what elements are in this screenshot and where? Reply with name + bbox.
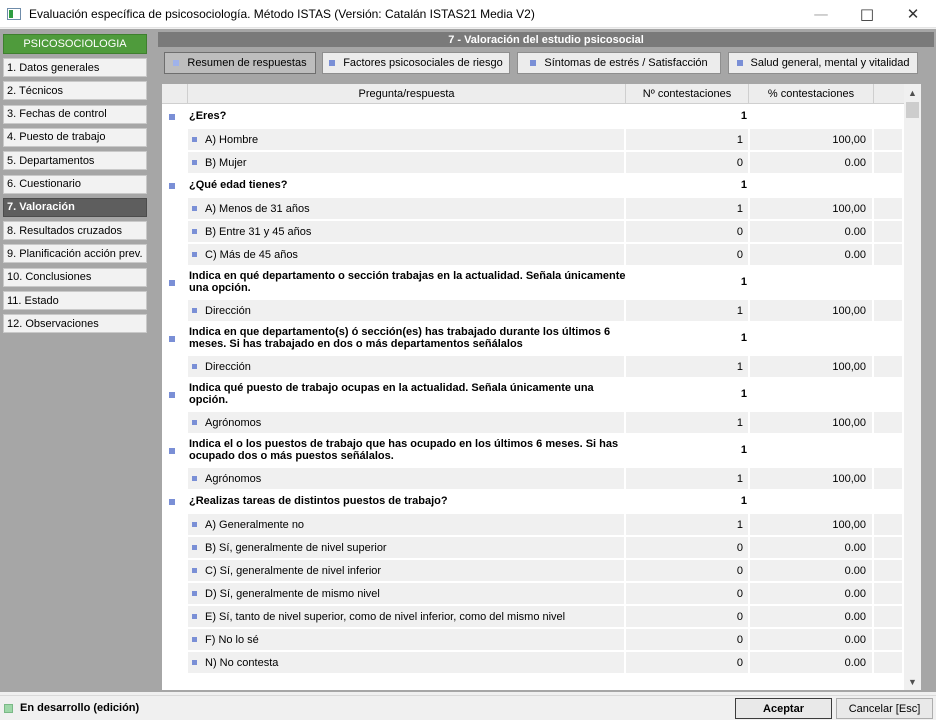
answer-extra-cell [874,537,902,558]
answer-marker-icon [192,637,197,642]
column-header-percent[interactable]: % contestaciones [749,84,874,104]
answer-cell [188,468,624,489]
answer-percent: 0.00 [750,560,872,581]
answer-text: F) No lo sé [205,633,259,646]
answer-percent: 0.00 [750,537,872,558]
answer-extra-cell [874,412,902,433]
answer-marker-icon [192,420,197,425]
answer-count: 1 [626,514,748,535]
question-row[interactable] [162,105,904,128]
answer-marker-icon [192,364,197,369]
answer-count: 0 [626,537,748,558]
sidebar-item[interactable]: 2. Técnicos [3,81,147,100]
answer-percent: 0.00 [750,244,872,265]
question-text: Indica en que departamento(s) ó sección(es) has trabajado durante los últimos 6 meses. Si has trabajado en dos o más departamentos señálalos [189,326,611,350]
column-header-question[interactable]: Pregunta/respuesta [188,84,626,104]
answer-row[interactable] [162,536,904,559]
answer-text: B) Sí, generalmente de nivel superior [205,541,387,554]
answer-extra-cell [874,356,902,377]
answer-cell [188,244,624,265]
answer-percent: 0.00 [750,583,872,604]
tab-label: Resumen de respuestas [187,57,307,69]
sidebar-item[interactable]: 11. Estado [3,291,147,310]
column-header-extra [874,84,904,104]
answer-cell [188,300,624,321]
answer-extra-cell [874,652,902,673]
tab-sintomas-estres[interactable] [517,52,721,74]
answer-extra-cell [874,300,902,321]
column-header-count[interactable]: Nº contestaciones [626,84,749,104]
question-marker-icon [169,336,175,342]
tab-salud-general[interactable] [728,52,918,74]
responses-grid [162,84,904,690]
answer-count: 0 [626,583,748,604]
main-content [154,29,936,692]
answer-text: A) Menos de 31 años [205,202,310,215]
question-row[interactable] [162,378,904,411]
section-title: 7 - Valoración del estudio psicosocial [158,32,934,47]
answer-marker-icon [192,545,197,550]
maximize-icon[interactable]: □ [859,4,875,23]
answer-cell [188,652,624,673]
answer-cell [188,606,624,627]
answer-percent: 100,00 [750,468,872,489]
question-text: ¿Eres? [189,110,227,122]
minimize-icon[interactable]: — [813,4,829,23]
question-text: Indica qué puesto de trabajo ocupas en la actualidad. Señala únicamente una opción. [189,382,594,406]
answer-count: 0 [626,606,748,627]
question-text: Indica en qué departamento o sección trabajas en la actualidad. Señala únicamente una opción. [189,270,626,294]
answer-count: 0 [626,221,748,242]
answer-percent: 100,00 [750,412,872,433]
question-marker-icon [169,183,175,189]
answer-row[interactable] [162,628,904,651]
answer-count: 0 [626,652,748,673]
answer-extra-cell [874,129,902,150]
grid-header-corner [162,84,188,104]
answer-extra-cell [874,221,902,242]
answer-percent: 0.00 [750,652,872,673]
tab-icon [173,60,179,66]
answer-text: Agrónomos [205,416,262,429]
answer-marker-icon [192,591,197,596]
question-count: 1 [740,276,747,288]
question-marker-icon [169,114,175,120]
scroll-up-icon[interactable]: ▲ [908,87,917,98]
sidebar-header: PSICOSOCIOLOGIA [3,34,147,54]
sidebar-item[interactable]: 3. Fechas de control [3,105,147,124]
answer-extra-cell [874,514,902,535]
cancel-button[interactable]: Cancelar [Esc] [836,698,933,719]
question-count: 1 [740,332,747,344]
window-title: Evaluación específica de psicosociología. Método ISTAS (Versión: Catalán ISTAS21 Media V2) [29,6,535,21]
answer-count: 1 [626,129,748,150]
answer-text: N) No contesta [205,656,279,669]
app-icon [7,8,21,20]
question-count: 1 [740,110,747,122]
answer-count: 1 [626,356,748,377]
answer-row[interactable] [162,467,904,490]
answer-count: 0 [626,560,748,581]
status-text: En desarrollo (edición) [20,702,140,714]
answer-count: 1 [626,412,748,433]
answer-marker-icon [192,476,197,481]
question-row[interactable] [162,266,904,299]
answer-percent: 100,00 [750,129,872,150]
answer-count: 0 [626,152,748,173]
answer-marker-icon [192,614,197,619]
answer-cell [188,514,624,535]
answer-percent: 0.00 [750,221,872,242]
answer-text: B) Entre 31 y 45 años [205,225,312,238]
answer-cell [188,629,624,650]
answer-text: Dirección [205,304,251,317]
answer-row[interactable] [162,220,904,243]
answer-count: 0 [626,629,748,650]
tab-factores-psicosociales[interactable] [322,52,510,74]
answer-percent: 0.00 [750,152,872,173]
scroll-down-icon[interactable]: ▼ [908,676,917,687]
sidebar-item[interactable]: 9. Planificación acción prev. [3,244,147,263]
answer-text: E) Sí, tanto de nivel superior, como de nivel inferior, como del mismo nivel [205,610,566,623]
answer-row[interactable] [162,411,904,434]
question-row[interactable] [162,174,904,197]
answer-cell [188,412,624,433]
sidebar-item[interactable]: 4. Puesto de trabajo [3,128,147,147]
answer-cell [188,560,624,581]
answer-cell [188,537,624,558]
answer-row[interactable] [162,243,904,266]
sidebar-item[interactable]: 12. Observaciones [3,314,147,333]
title-bar [0,0,936,28]
close-icon[interactable]: ✕ [906,4,920,23]
sidebar [0,29,154,692]
tab-icon [530,60,536,66]
scroll-thumb[interactable] [906,102,919,118]
answer-extra-cell [874,468,902,489]
answer-extra-cell [874,198,902,219]
answer-count: 1 [626,468,748,489]
answer-marker-icon [192,568,197,573]
question-text: ¿Realizas tareas de distintos puestos de trabajo? [189,495,448,507]
question-marker-icon [169,499,175,505]
answer-extra-cell [874,583,902,604]
question-count: 1 [740,179,747,191]
question-marker-icon [169,448,175,454]
answer-marker-icon [192,308,197,313]
answer-row[interactable] [162,299,904,322]
grid-header [162,84,904,104]
answer-row[interactable] [162,128,904,151]
answer-extra-cell [874,560,902,581]
sidebar-item[interactable]: 7. Valoración [3,198,147,217]
question-text: ¿Qué edad tienes? [189,179,288,191]
sidebar-item[interactable]: 10. Conclusiones [3,268,147,287]
answer-text: C) Más de 45 años [205,248,298,261]
question-marker-icon [169,280,175,286]
answer-row[interactable] [162,651,904,674]
answer-text: A) Generalmente no [205,518,305,531]
answer-extra-cell [874,244,902,265]
answer-cell [188,152,624,173]
answer-extra-cell [874,629,902,650]
answer-text: A) Hombre [205,133,259,146]
question-count: 1 [740,388,747,400]
answer-cell [188,356,624,377]
sidebar-item[interactable]: 8. Resultados cruzados [3,221,147,240]
answer-count: 1 [626,300,748,321]
answer-cell [188,198,624,219]
answer-marker-icon [192,160,197,165]
question-text: Indica el o los puestos de trabajo que has ocupado en los últimos 6 meses. Si has ocupado dos o más puestos señálalos. [189,438,619,462]
answer-percent: 100,00 [750,198,872,219]
answer-row[interactable] [162,513,904,536]
answer-percent: 100,00 [750,356,872,377]
question-count: 1 [740,495,747,507]
question-marker-icon [169,392,175,398]
answer-count: 0 [626,244,748,265]
tab-icon [329,60,335,66]
answer-marker-icon [192,252,197,257]
tab-resumen-respuestas[interactable] [164,52,316,74]
answer-marker-icon [192,229,197,234]
answer-extra-cell [874,606,902,627]
answer-row[interactable] [162,605,904,628]
answer-marker-icon [192,137,197,142]
answer-marker-icon [192,522,197,527]
answer-percent: 100,00 [750,300,872,321]
answer-extra-cell [874,152,902,173]
answer-cell [188,129,624,150]
answer-percent: 100,00 [750,514,872,535]
answer-text: C) Sí, generalmente de nivel inferior [205,564,382,577]
answer-row[interactable] [162,355,904,378]
answer-count: 1 [626,198,748,219]
status-indicator-icon [4,704,13,713]
question-row[interactable] [162,434,904,467]
sidebar-item[interactable]: 5. Departamentos [3,151,147,170]
answer-text: Agrónomos [205,472,262,485]
tab-icon [737,60,743,66]
answer-text: D) Sí, generalmente de mismo nivel [205,587,380,600]
vertical-scrollbar[interactable] [904,84,921,690]
sidebar-item[interactable]: 6. Cuestionario [3,175,147,194]
answer-text: Dirección [205,360,251,373]
answer-row[interactable] [162,197,904,220]
answer-row[interactable] [162,559,904,582]
answer-cell [188,221,624,242]
question-row[interactable] [162,322,904,355]
sidebar-item[interactable]: 1. Datos generales [3,58,147,77]
answer-text: B) Mujer [205,156,247,169]
status-bar [0,695,936,720]
answer-marker-icon [192,660,197,665]
question-count: 1 [740,444,747,456]
answer-percent: 0.00 [750,629,872,650]
answer-percent: 0.00 [750,606,872,627]
question-row[interactable] [162,490,904,513]
tab-label: Factores psicosociales de riesgo [343,57,503,69]
accept-button[interactable]: Aceptar [735,698,832,719]
answer-cell [188,583,624,604]
tab-label: Síntomas de estrés / Satisfacción [544,57,708,69]
answer-marker-icon [192,206,197,211]
answer-row[interactable] [162,582,904,605]
tab-label: Salud general, mental y vitalidad [750,57,910,69]
answer-row[interactable] [162,151,904,174]
